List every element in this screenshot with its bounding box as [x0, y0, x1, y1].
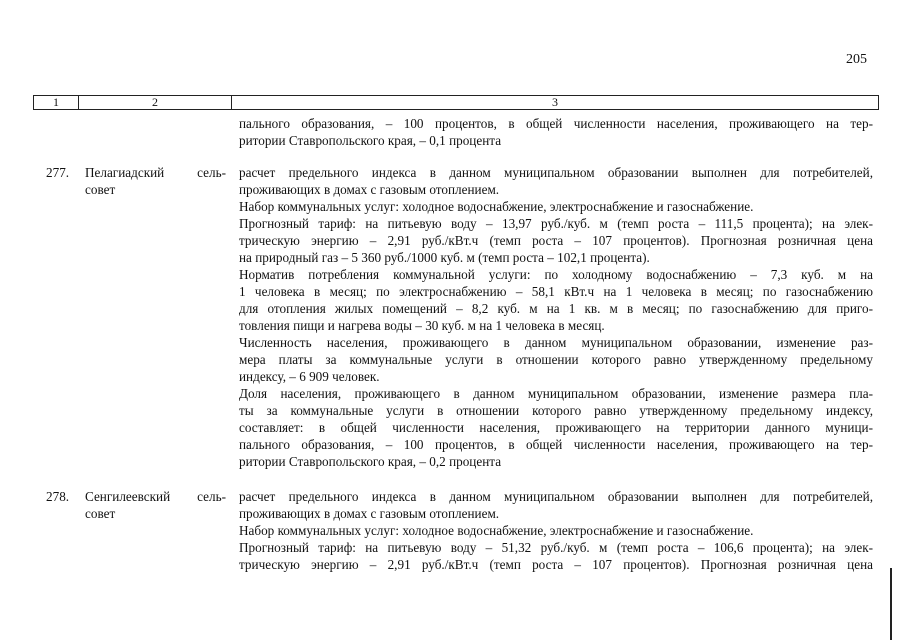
municipality-name-cont: совет	[85, 506, 116, 521]
text-line: Набор коммунальных услуг: холодное водоснабжение, электроснабжение и газоснабжение.	[239, 523, 754, 538]
municipality-name: Пелагиадский сель-	[85, 165, 226, 180]
text-line: товления пищи и нагрева воды – 30 куб. м на 1 человека в месяц.	[239, 318, 605, 333]
municipality-name: Сенгилеевский сель-	[85, 489, 226, 504]
row-number: 278.	[46, 489, 70, 504]
text-line: мера платы за коммунальные услуги в отношении которого равно утвержденному предельному	[239, 352, 873, 367]
text-line: Прогнозный тариф: на питьевую воду – 51,32 руб./куб. м (темп роста – 106,6 процента); на элек-	[239, 540, 873, 555]
text-line: Доля населения, проживающего в данном муниципальном образовании, изменение размера пла-	[239, 386, 873, 401]
text-line: Набор коммунальных услуг: холодное водоснабжение, электроснабжение и газоснабжение.	[239, 199, 754, 214]
row-number: 277.	[46, 165, 70, 180]
text-line: составляет: в общей численности населения, проживающего на территории данного муници-	[239, 420, 873, 435]
table-header-row	[33, 95, 879, 110]
text-line: проживающих в домах с газовым отоплением.	[239, 182, 500, 197]
text-line: на природный газ – 5 360 руб./1000 куб. м (темп роста – 102,1 процента).	[239, 250, 650, 265]
text-line: трическую энергию – 2,91 руб./кВт.ч (темп роста – 107 процентов). Прогнозная розничная цена	[239, 557, 873, 572]
text-line: расчет предельного индекса в данном муниципальном образовании выполнен для потребителей,	[239, 489, 873, 504]
text-line: Численность населения, проживающего в данном муниципальном образовании, изменение раз-	[239, 335, 873, 350]
text-line: 1 человека в месяц; по электроснабжению – 58,1 кВт.ч на 1 человека в месяц; по газоснабжению	[239, 284, 873, 299]
text-line: Прогнозный тариф: на питьевую воду – 13,97 руб./куб. м (темп роста – 111,5 процента); на элек-	[239, 216, 873, 231]
table-header-col-1: 1	[34, 96, 79, 109]
text-line: пального образования, – 100 процентов, в общей численности населения, проживающего на тер-	[239, 437, 873, 452]
table-header-col-3: 3	[552, 95, 558, 109]
text-line: трическую энергию – 2,91 руб./кВт.ч (темп роста – 107 процентов). Прогнозная розничная цена	[239, 233, 873, 248]
page-number: 205	[846, 52, 867, 67]
text-line: расчет предельного индекса в данном муниципальном образовании выполнен для потребителей,	[239, 165, 873, 180]
scan-edge-rule	[890, 568, 892, 640]
table-header-col-2: 2	[79, 96, 232, 109]
text-line: пального образования, – 100 процентов, в общей численности населения, проживающего на тер-	[239, 116, 873, 131]
text-line: индексу, – 6 909 человек.	[239, 369, 380, 384]
text-line: ты за коммунальные услуги в отношении которого равно утвержденному предельному индексу,	[239, 403, 873, 418]
text-line: проживающих в домах с газовым отоплением.	[239, 506, 500, 521]
text-line: Норматив потребления коммунальной услуги: по холодному водоснабжению – 7,3 куб. м на	[239, 267, 873, 282]
municipality-name-cont: совет	[85, 182, 116, 197]
text-line: ритории Ставропольского края, – 0,2 процента	[239, 454, 502, 469]
text-line: ритории Ставропольского края, – 0,1 процента	[239, 133, 502, 148]
text-line: для отопления жилых помещений – 8,2 куб. м на 1 кв. м в месяц; по газоснабжению для приго-	[239, 301, 873, 316]
